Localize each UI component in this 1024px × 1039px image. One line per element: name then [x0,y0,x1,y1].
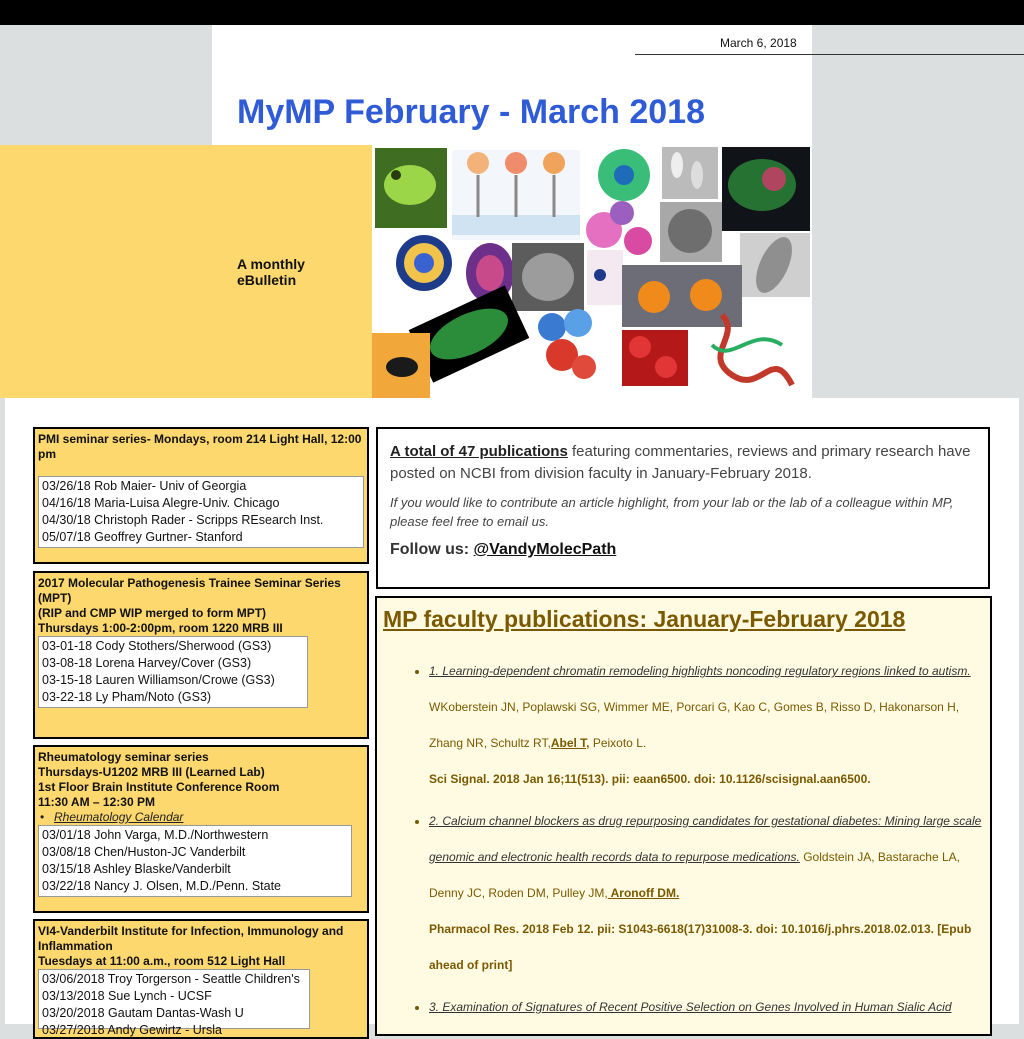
right-gutter [812,55,1024,398]
rheum-seminar-list[interactable] [38,825,352,897]
mpt-schedule: Thursdays 1:00-2:00pm, room 1220 MRB III [38,621,283,635]
list-item: 03/27/2018 Andy Gewirtz - Ursla [42,1023,222,1037]
list-item: 03/26/18 Rob Maier- Univ of Georgia [42,479,247,493]
list-item: 03-22-18 Ly Pham/Noto (GS3) [42,690,212,704]
follow-label: Follow us: [390,541,474,558]
issue-date: March 6, 2018 [720,36,797,50]
list-item [429,989,984,1025]
publications-list [383,653,984,1025]
vi4-schedule: Tuesdays at 11:00 a.m., room 512 Light Hall [38,954,286,968]
publication-journal: Sci Signal. 2018 Jan 16;11(513). pii: eaan6500. doi: 10.1126/scisignal.aan6500. [429,772,871,786]
list-item: 05/07/18 Geoffrey Gurtner- Stanford [42,530,243,544]
list-item [429,653,984,797]
top-bar [0,0,1024,25]
list-item: 04/16/18 Maria-Luisa Alegre-Univ. Chicago [42,496,280,510]
publication-authors-after: Peixoto L. [589,736,647,750]
rheum-location: Thursdays-U1202 MRB III (Learned Lab) [38,765,265,779]
list-item: 03/13/2018 Sue Lynch - UCSF [42,989,212,1003]
mpt-heading: 2017 Molecular Pathogenesis Trainee Seminar Series (MPT) [38,576,341,605]
science-collage-image [372,145,812,398]
vi4-seminar-list[interactable] [38,969,310,1037]
list-item: 03/08/18 Chen/Huston-JC Vanderbilt [42,845,246,859]
publication-authors: Goldstein JA, Bastarache LA, Denny JC, Roden DM, Pulley JM, [429,850,960,900]
page-title: MyMP February - March 2018 [237,93,705,131]
rheumatology-seminar-box [33,745,369,913]
publications-heading[interactable]: MP faculty publications: January-February 2018 [383,606,906,632]
list-item: 03/22/18 Nancy J. Olsen, M.D./Penn. State [42,879,282,893]
publication-title-link[interactable]: 1. Learning-dependent chromatin remodeling highlights noncoding regulatory regions linked to autism. [429,664,971,678]
highlighted-author-link[interactable]: Aronoff DM. [607,886,680,900]
pmi-seminar-list[interactable] [38,476,364,548]
list-item: 03/20/2018 Gautam Dantas-Wash U [42,1006,244,1020]
total-publications-rest: featuring commentaries, reviews and primary research have posted on NCBI from division faculty in January-February 2018. [390,443,971,482]
total-publications-text [390,441,976,485]
list-item: 04/30/18 Christoph Rader - Scripps REsearch Inst. [42,513,324,527]
publication-journal: Pharmacol Res. 2018 Feb 12. pii: S1043-6618(17)31008-3. doi: 10.1016/j.phrs.2018.02.013. [Epub ahead of print] [429,922,972,972]
list-item: 03/06/2018 Troy Torgerson - Seattle Children's [42,972,300,986]
vi4-heading: VI4-Vanderbilt Institute for Infection, Immunology and Inflammation [38,924,344,953]
highlighted-author-link[interactable]: Abel T, [550,736,590,750]
rheum-room: 1st Floor Brain Institute Conference Room [38,780,280,794]
list-item: 03/01/18 John Varga, M.D./Northwestern [42,828,269,842]
date-rule [635,54,1024,55]
twitter-handle-link[interactable]: @VandyMolecPath [473,541,617,558]
list-item: 03-01-18 Cody Stothers/Sherwood (GS3) [42,639,272,653]
vi4-seminar-box [33,919,369,1039]
rheum-heading: Rheumatology seminar series [38,750,209,764]
mpt-seminar-box [33,571,369,739]
pmi-seminar-box [33,427,369,564]
mpt-note: (RIP and CMP WIP merged to form MPT) [38,606,267,620]
rheum-time: 11:30 AM – 12:30 PM [38,795,155,809]
mpt-seminar-list[interactable] [38,636,308,708]
publication-summary-box [376,427,990,589]
list-item [429,803,984,983]
rheumatology-calendar-link[interactable]: • Rheumatology Calendar [38,810,364,825]
list-item: 03-15-18 Lauren Williamson/Crowe (GS3) [42,673,275,687]
pmi-heading: PMI seminar series- Mondays, room 214 Light Hall, 12:00 pm [38,432,362,461]
follow-us [390,541,976,559]
tagline: A monthly eBulletin [237,256,305,288]
contribute-note: If you would like to contribute an article highlight, from your lab or the lab of a colleague within MP, please feel free to email us. [390,495,954,529]
list-item: 03/15/18 Ashley Blaske/Vanderbilt [42,862,231,876]
publications-box [375,596,992,1036]
publication-title-link[interactable]: 2. Calcium channel blockers as drug repurposing candidates for gestational diabetes: Mining large scale genomic and electronic health records data to repurpose medications. [429,814,982,864]
total-publications-link[interactable]: A total of 47 publications [390,443,568,460]
publication-title-link[interactable]: 3. Examination of Signatures of Recent Positive Selection on Genes Involved in Human Sialic Acid [429,1000,952,1014]
publication-authors: WKoberstein JN, Poplawski SG, Wimmer ME, Porcari G, Kao C, Gomes B, Risso D, Hakonarson H, Zhang NR, Schultz RT, [429,700,960,750]
list-item: 03-08-18 Lorena Harvey/Cover (GS3) [42,656,252,670]
